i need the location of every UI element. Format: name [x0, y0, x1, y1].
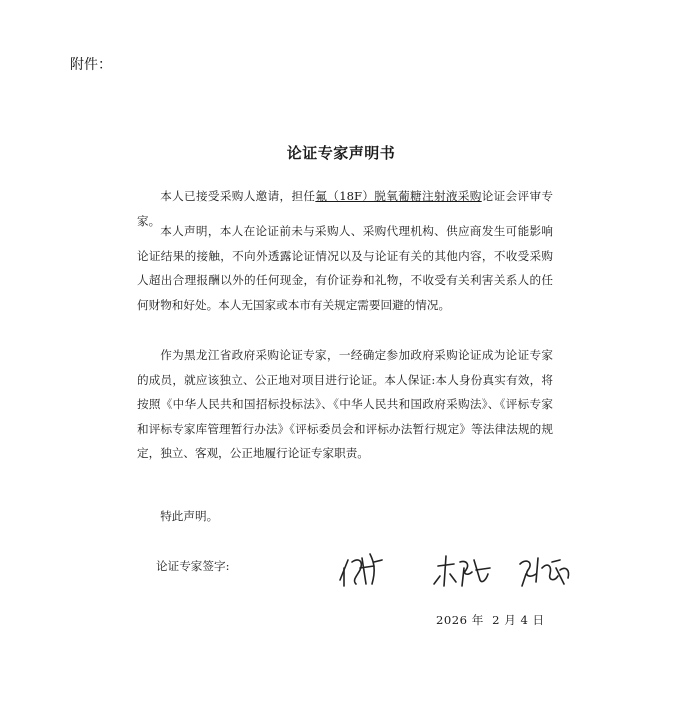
- declaration-paragraph-3: 作为黑龙江省政府采购论证专家，一经确定参加政府采购论证成为论证专家的成员，就应该独立、公正地对项目进行论证。本人保证:本人身份真实有效，将按照《中华人民共和国招标投标法》、《中华人民共和国政府采购法》、《评标专家和评标专家库管理暂行办法》《评标委员会和评标办法暂行规定》等法律法规的规定，独立、客观，公正地履行论证专家职责。: [137, 348, 553, 460]
- signature-2: [434, 556, 490, 586]
- signature-date: 2026 年 2 月 4 日: [436, 613, 545, 627]
- attachment-label: 附件：: [70, 57, 112, 73]
- signature-1: [340, 554, 382, 586]
- signature-label: 论证专家签字:: [156, 559, 230, 573]
- p1-text-before: 本人已接受采购人邀请，担任: [160, 189, 316, 203]
- signature-3: [520, 558, 569, 586]
- project-name: 氟（18F）脱氧葡糖注射液采购: [315, 189, 482, 203]
- p1-text-after: 论证会评审专家。: [137, 189, 553, 228]
- declaration-paragraph-4: 特此声明。: [160, 509, 219, 523]
- declaration-paragraph-2: 本人声明，本人在论证前未与采购人、采购代理机构、供应商发生可能影响论证结果的接触，不向外透露论证情况以及与论证有关的其他内容，不收受采购人超出合理报酬以外的任何现金，有价证券和礼物，不收受有关利害关系人的任何财物和好处。本人无国家或本市有关规定需要回避的情况。: [137, 224, 553, 312]
- handwritten-signatures: [330, 540, 590, 596]
- document-title: 论证专家声明书: [286, 144, 396, 162]
